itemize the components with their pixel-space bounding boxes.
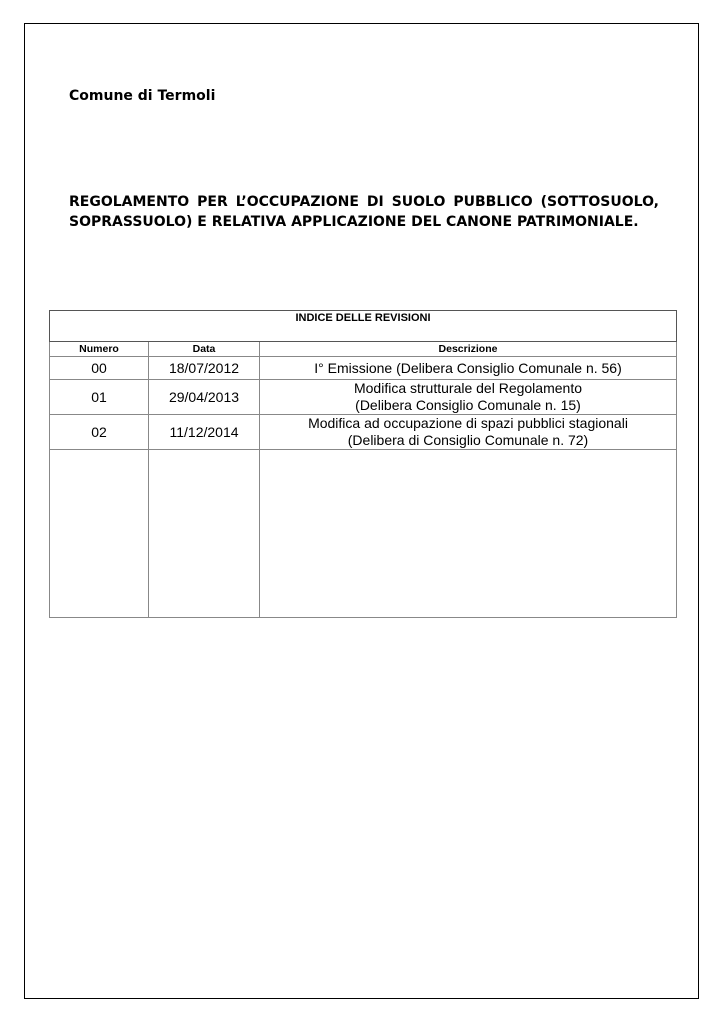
empty-cell — [50, 450, 149, 618]
column-header-number: Numero — [50, 342, 149, 357]
table-empty-row — [50, 450, 677, 618]
description-line: (Delibera di Consiglio Comunale n. 72) — [347, 432, 589, 448]
table-caption-row — [50, 311, 677, 342]
table-row — [50, 357, 677, 380]
revision-date: 11/12/2014 — [149, 415, 260, 450]
column-header-description: Descrizione — [260, 342, 677, 357]
description-line: I° Emissione (Delibera Consiglio Comunale n. 56) — [314, 359, 622, 376]
revision-description — [260, 357, 677, 380]
revisions-table — [49, 310, 677, 618]
revision-date: 29/04/2013 — [149, 380, 260, 415]
empty-cell — [149, 450, 260, 618]
revision-description — [260, 415, 677, 450]
document-title: REGOLAMENTO PER L’OCCUPAZIONE DI SUOLO PUBBLICO (SOTTOSUOLO, SOPRASSUOLO) E RELATIVA APPLICAZIONE DEL CANONE PATRIMONIALE. — [69, 194, 659, 230]
revision-number: 01 — [50, 380, 149, 415]
table-header-row — [50, 342, 677, 357]
column-header-date: Data — [149, 342, 260, 357]
revision-number: 00 — [50, 357, 149, 380]
table-caption: INDICE DELLE REVISIONI — [50, 311, 677, 342]
empty-cell — [260, 450, 677, 618]
revision-date: 18/07/2012 — [149, 357, 260, 380]
revision-number: 02 — [50, 415, 149, 450]
description-line: Modifica strutturale del Regolamento — [353, 380, 582, 396]
description-line: (Delibera Consiglio Comunale n. 15) — [355, 397, 581, 413]
table-row — [50, 415, 677, 450]
table-row — [50, 380, 677, 415]
description-line: Modifica ad occupazione di spazi pubblici stagionali — [308, 415, 628, 431]
revision-description — [260, 380, 677, 415]
organization-name: Comune di Termoli — [69, 88, 216, 104]
